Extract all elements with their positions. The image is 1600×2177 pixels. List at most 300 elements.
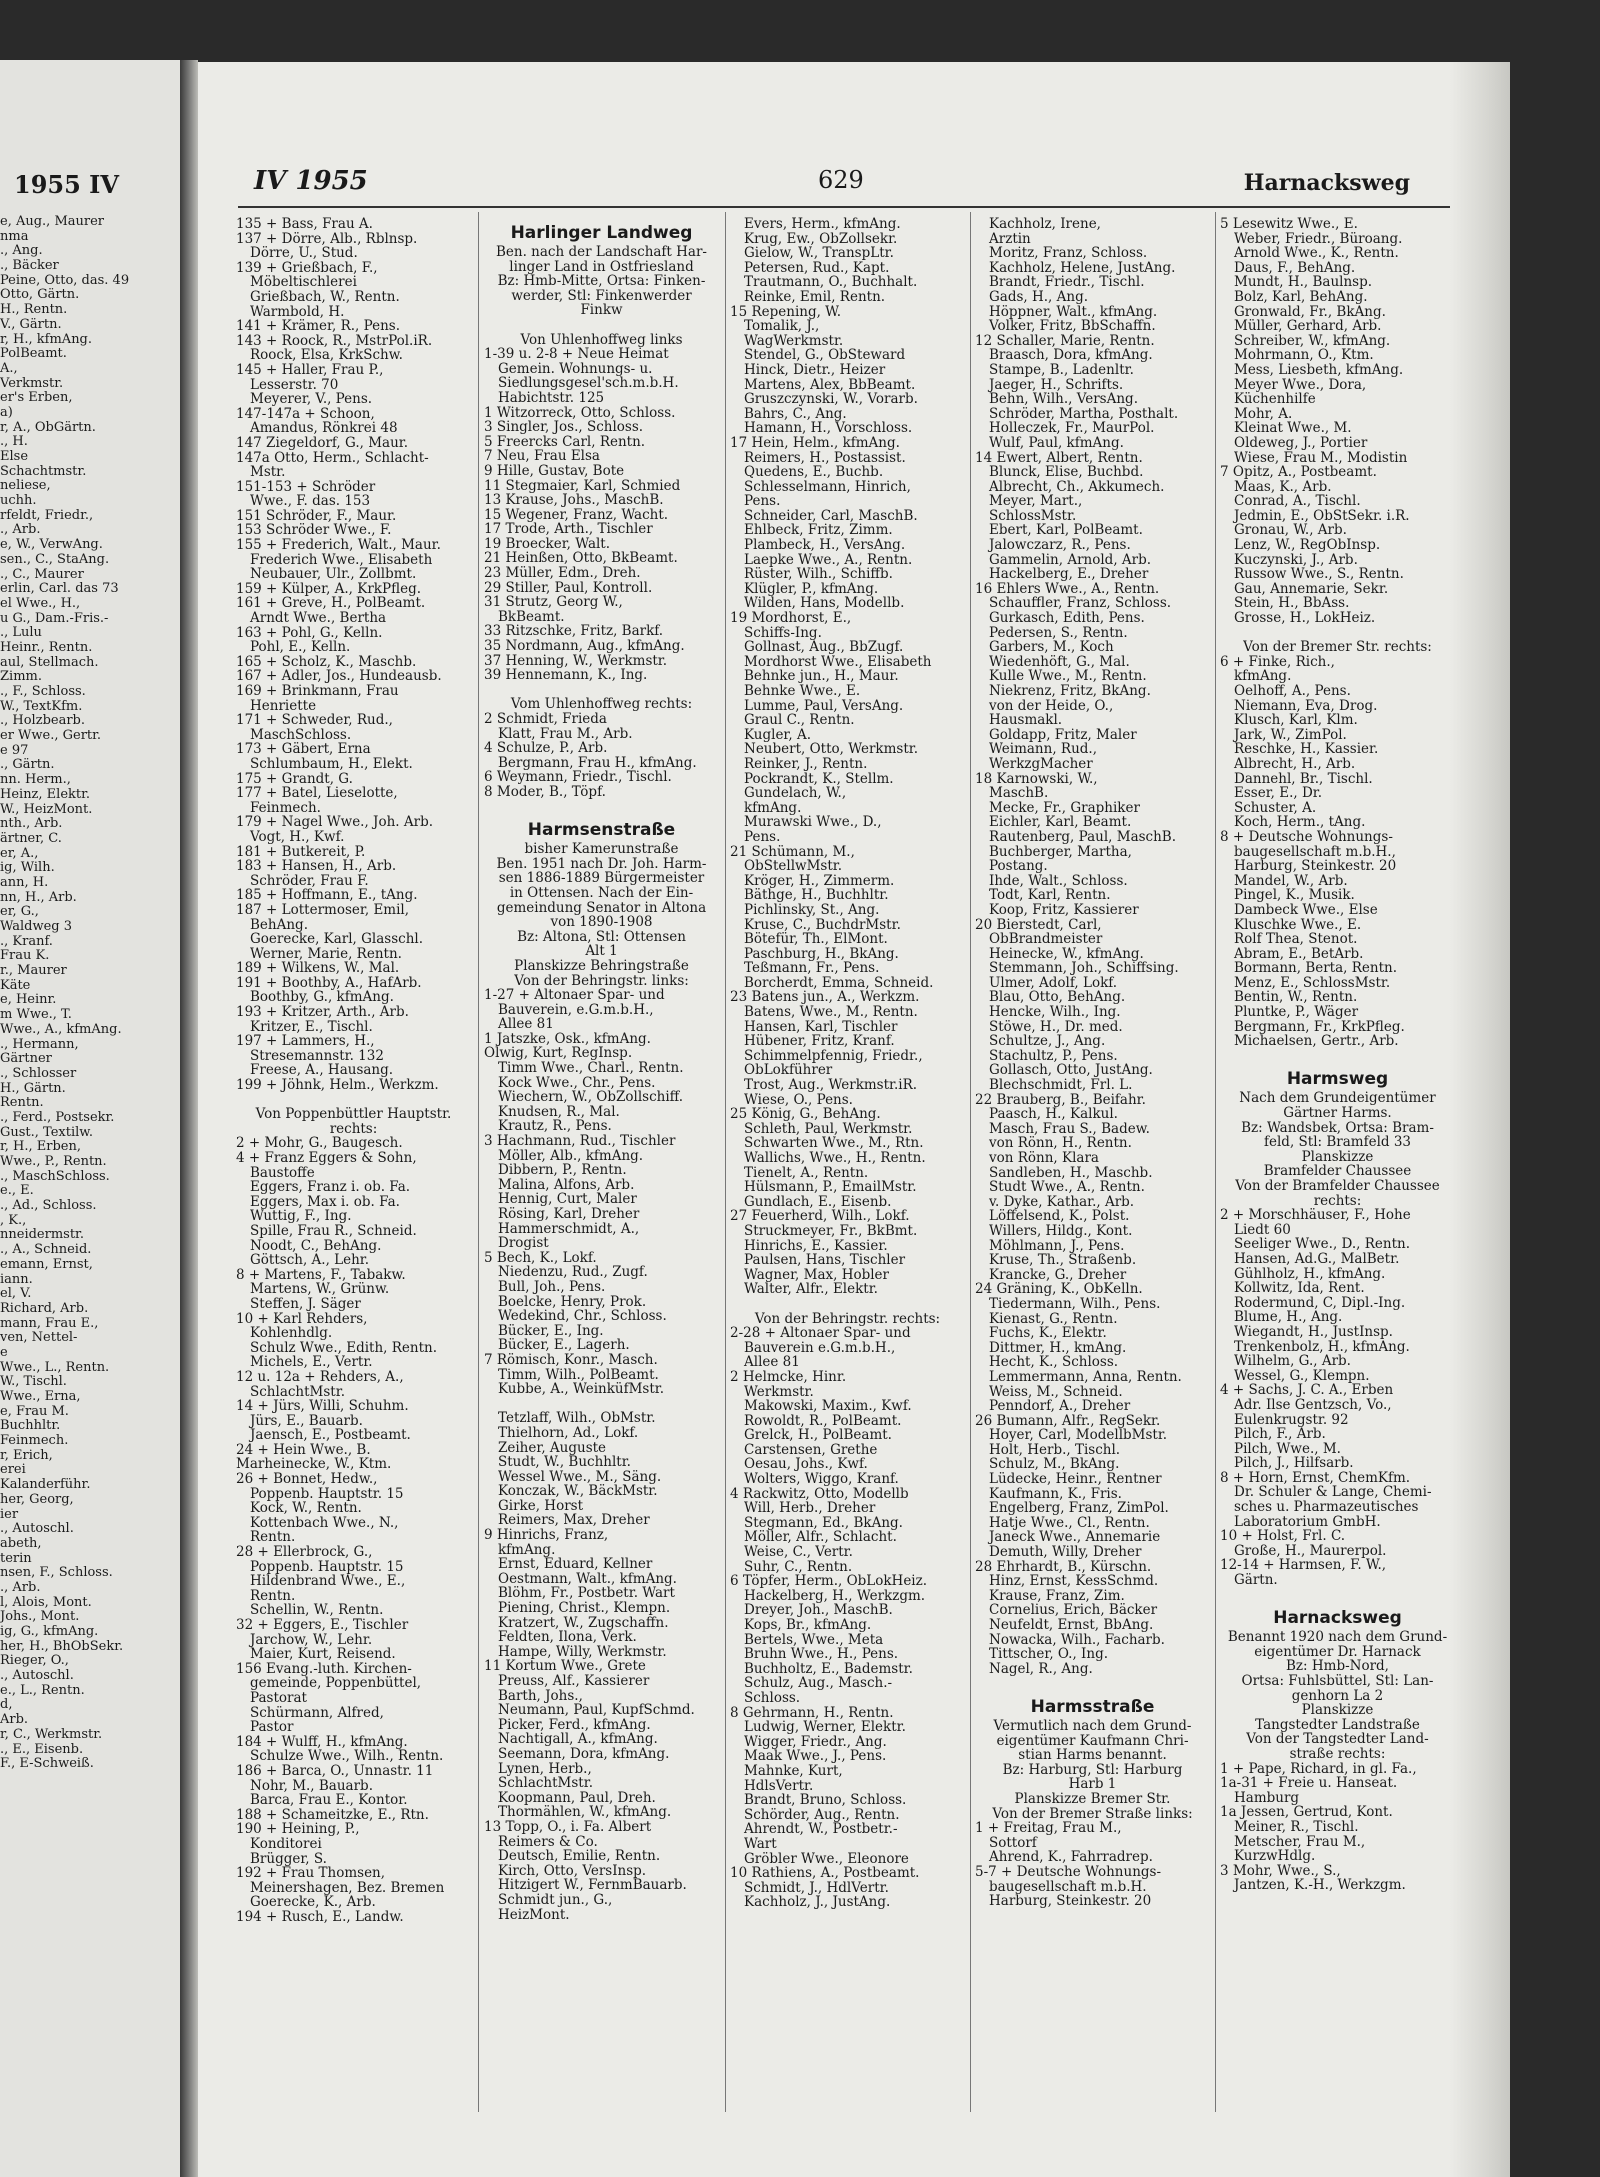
left-page-line: ann, H. [0, 875, 49, 890]
directory-entry: Krautz, R., Pens. [498, 1119, 612, 1135]
directory-entry: 199 + Jöhnk, Helm., Werkzm. [236, 1078, 439, 1093]
directory-entry: Rösing, Karl, Dreher [498, 1207, 640, 1222]
directory-entry: von der Heide, O., [989, 698, 1114, 714]
directory-entry: Kuczynski, J., Arb. [1234, 552, 1358, 568]
directory-entry: 7 Neu, Frau Elsa [484, 449, 600, 464]
directory-entry: Wilden, Hans, Modellb. [744, 596, 905, 612]
directory-entry: Michaelsen, Gertr., Arb. [1234, 1034, 1399, 1049]
street-heading: Harnacksweg [1273, 1608, 1402, 1629]
directory-entry: 188 + Schameitzke, E., Rtn. [236, 1807, 429, 1823]
directory-entry: Albrecht, H., Arb. [1234, 756, 1356, 772]
directory-entry: Schörder, Aug., Rentn. [744, 1807, 900, 1823]
directory-entry: Vogt, H., Kwf. [250, 829, 345, 845]
directory-entry: Boothby, G., kfmAng. [250, 990, 394, 1006]
directory-entry: 165 + Scholz, K., Maschb. [236, 654, 417, 670]
directory-entry: Schreiber, W., kfmAng. [1234, 333, 1391, 349]
directory-entry: Preuss, Alf., Kassierer [498, 1674, 650, 1689]
directory-entry: Weise, C., Vertr. [744, 1545, 853, 1560]
left-page-line: ., Ferd., Postsekr. [0, 1110, 115, 1125]
directory-entry: Feldten, Ilona, Verk. [498, 1630, 637, 1645]
left-page-line: her, Georg, [0, 1492, 74, 1507]
left-page-line: H., Rentn. [0, 303, 68, 318]
directory-entry: Hübener, Fritz, Kranf. [744, 1034, 895, 1049]
directory-entry: Gielow, W., TranspLtr. [744, 246, 894, 261]
directory-entry: Schauffler, Franz, Schloss. [989, 596, 1172, 612]
left-page-line: Wwe., L., Rentn. [0, 1360, 110, 1375]
directory-entry: Koopmann, Paul, Dreh. [498, 1790, 656, 1806]
column-divider [970, 212, 971, 2112]
directory-entry: Bruhn Wwe., H., Pens. [744, 1647, 899, 1662]
left-page-line: ., A., Schneid. [0, 1243, 92, 1258]
directory-entry: Mess, Liesbeth, kfmAng. [1234, 362, 1404, 378]
directory-entry: Hansen, Karl, Tischler [744, 1019, 898, 1035]
directory-entry [1220, 1588, 1455, 1603]
directory-entry: straße rechts: [1289, 1746, 1386, 1762]
directory-entry: 4 + Franz Eggers & Sohn, [236, 1151, 417, 1166]
directory-entry: 1 + Pape, Richard, in gl. Fa., [1220, 1761, 1417, 1777]
directory-entry: Frederich Wwe., Elisabeth [250, 552, 433, 568]
left-page-line: neliese, [0, 479, 51, 494]
left-page-line: r., Maurer [0, 964, 67, 979]
column-2 [484, 217, 719, 2117]
left-page-line: er's Erben, [0, 391, 73, 406]
directory-entry: Paasch, H., Kalkul. [989, 1107, 1118, 1122]
directory-entry: MaschSchloss. [250, 727, 352, 743]
directory-entry: 6 Töpfer, Herm., ObLokHeiz. [730, 1574, 928, 1589]
directory-entry: Bücker, E., Lagerh. [498, 1338, 630, 1353]
directory-entry: Mordhorst Wwe., Elisabeth [744, 654, 932, 670]
directory-entry: Pedersen, S., Rentn. [989, 625, 1128, 641]
directory-entry: Behnke jun., H., Maur. [744, 669, 899, 684]
directory-entry: Hatje Wwe., Cl., Rentn. [989, 1515, 1150, 1531]
directory-entry: Bertels, Wwe., Meta [744, 1632, 884, 1648]
column-4 [975, 217, 1210, 2117]
directory-entry: Planskizze [1301, 1149, 1374, 1165]
directory-entry: 1 + Freitag, Frau M., [975, 1821, 1122, 1836]
directory-entry: Bz: Altona, Stl: Ottensen [517, 929, 686, 945]
left-page-line: ., Autoschl. [0, 1522, 74, 1537]
left-page-line: H., Gärtn. [0, 1081, 66, 1096]
directory-entry: Ahrend, K., Fahrradrep. [989, 1850, 1153, 1865]
left-page-line: r, H., kfmAng. [0, 332, 93, 347]
directory-entry: von 1890-1908 [550, 915, 653, 930]
directory-entry: Weber, Friedr., Büroang. [1234, 231, 1403, 247]
directory-entry: Henriette [250, 698, 317, 714]
directory-entry: Niemann, Eva, Drog. [1234, 698, 1378, 714]
directory-entry: 191 + Boothby, A., HafArb. [236, 975, 422, 991]
directory-entry: 15 Wegener, Franz, Wacht. [484, 507, 669, 523]
left-page-line: her, H., BhObSekr. [0, 1639, 124, 1654]
directory-entry: eigentümer Dr. Harnack [1254, 1644, 1421, 1660]
directory-entry [236, 1093, 471, 1108]
left-page-line: nneidermstr. [0, 1228, 84, 1243]
directory-entry: Schulz, M., BkAng. [989, 1457, 1120, 1473]
left-page-line: el, V. [0, 1287, 32, 1302]
directory-entry: 189 + Wilkens, W., Mal. [236, 961, 400, 976]
left-page-line: e., E. [0, 1184, 34, 1199]
directory-entry: Rentn. [250, 1588, 296, 1604]
left-page-line: Zimm. [0, 670, 42, 685]
directory-entry: ObLokführer [744, 1063, 833, 1079]
directory-entry: Hammerschmidt, A., [498, 1221, 640, 1237]
directory-entry: Schröder, Frau F. [250, 873, 369, 889]
directory-entry: Schiffs-Ing. [744, 625, 822, 641]
directory-entry: Alt 1 [585, 944, 618, 959]
directory-entry: Amandus, Rönkrei 48 [250, 421, 398, 436]
left-page-line: ., Bäcker [0, 259, 59, 274]
directory-entry: Dittmer, H., kmAng. [989, 1340, 1127, 1356]
directory-entry: Will, Herb., Dreher [744, 1501, 876, 1516]
directory-entry: Daus, F., BehAng. [1234, 260, 1356, 276]
directory-entry: Vom Uhlenhoffweg rechts: [510, 697, 693, 712]
directory-entry: Borcherdt, Emma, Schneid. [744, 975, 934, 991]
directory-entry: 147-147a + Schoon, [236, 406, 375, 422]
directory-entry: werder, Stl: Finkenwerder [511, 288, 692, 304]
directory-entry: 1 Jatszke, Osk., kfmAng. [484, 1031, 651, 1047]
directory-entry: Weiss, M., Schneid. [989, 1384, 1123, 1400]
directory-entry: Bramfelder Chaussee [1263, 1164, 1412, 1179]
directory-entry: 21 Heinßen, Otto, BkBeamt. [484, 551, 678, 567]
directory-entry: Menz, E., SchlossMstr. [1234, 975, 1391, 991]
directory-entry: Tangstedter Landstraße [1255, 1717, 1420, 1733]
directory-entry: Hinrichs, E., Kassier. [744, 1238, 888, 1254]
directory-entry: Kugler, A. [744, 727, 812, 743]
left-page-line: nth., Arb. [0, 817, 63, 832]
directory-entry: 17 Trode, Arth., Tischler [484, 522, 653, 537]
directory-entry: Schmidt jun., G., [498, 1892, 613, 1908]
directory-entry: Deutsch, Emilie, Rentn. [498, 1849, 661, 1864]
column-divider [1215, 212, 1216, 2112]
directory-entry: Oesau, Johs., Kwf. [744, 1457, 868, 1473]
directory-entry: Bull, Joh., Pens. [498, 1279, 606, 1295]
directory-entry: Krause, Franz, Zim. [989, 1588, 1125, 1604]
directory-entry: Gärtn. [1234, 1573, 1278, 1588]
directory-entry: Russow Wwe., S., Rentn. [1234, 567, 1404, 582]
directory-entry: 19 Broecker, Walt. [484, 536, 611, 552]
directory-entry: 2 + Mohr, G., Baugesch. [236, 1136, 403, 1151]
left-page-line: e, Frau M. [0, 1404, 69, 1419]
directory-entry: 8 + Deutsche Wohnungs- [1220, 829, 1393, 845]
directory-entry: 1a-31 + Freie u. Hanseat. [1220, 1776, 1398, 1791]
directory-entry: 14 + Jürs, Willi, Schuhm. [236, 1399, 409, 1414]
directory-entry: Kohlenhdlg. [250, 1326, 333, 1341]
directory-entry: Vermutlich nach dem Grund- [993, 1718, 1192, 1734]
directory-entry [975, 1676, 1210, 1691]
directory-entry: 5 Lesewitz Wwe., E. [1220, 217, 1358, 232]
directory-entry: 23 Batens jun., A., Werkzm. [730, 990, 920, 1006]
directory-entry: Brandt, Bruno, Schloss. [744, 1793, 907, 1808]
left-page [0, 60, 180, 2177]
directory-entry [484, 318, 719, 333]
directory-entry: Harburg, Steinkestr. 20 [989, 1894, 1152, 1909]
directory-entry: Kulle Wwe., M., Rentn. [989, 669, 1147, 684]
left-page-line: Frau K. [0, 949, 50, 964]
page-header [198, 62, 1510, 212]
directory-entry: Konczak, W., BäckMstr. [498, 1484, 658, 1499]
directory-entry: Kollwitz, Ida, Rent. [1234, 1281, 1365, 1296]
directory-entry: Kachholz, Helene, JustAng. [989, 260, 1176, 276]
directory-entry: Blau, Otto, BehAng. [989, 990, 1126, 1006]
column-divider [478, 212, 479, 2112]
directory-entry: Kaufmann, K., Fris. [989, 1486, 1122, 1502]
left-page-line: nma [0, 229, 29, 244]
left-page-line: ., F., Schloss. [0, 685, 86, 699]
directory-entry: Siedlungsgesel'sch.m.b.H. [498, 376, 679, 391]
directory-entry: Bz: Hmb-Nord, [1286, 1659, 1389, 1674]
directory-entry: Schürmann, Alfred, [250, 1705, 384, 1721]
directory-entry: Hausmakl. [989, 713, 1063, 728]
left-page-line: ig, Wilh. [0, 861, 55, 876]
directory-entry: Stendel, G., ObSteward [744, 348, 906, 363]
directory-entry: 14 Ewert, Albert, Rentn. [975, 450, 1143, 466]
directory-entry: Graul C., Rentn. [744, 713, 855, 728]
left-page-line: ., Arb. [0, 523, 41, 538]
directory-entry: Reimers & Co. [498, 1834, 598, 1850]
directory-entry: Von der Bremer Str. rechts: [1243, 640, 1432, 655]
directory-entry: 19 Mordhorst, E., [730, 611, 852, 626]
directory-entry: 12 Schaller, Marie, Rentn. [975, 333, 1155, 349]
directory-entry: Neubauer, Ulr., Zollbmt. [250, 567, 417, 582]
directory-entry: Werkmstr. [744, 1384, 814, 1400]
directory-entry: Von Poppenbüttler Hauptstr. [255, 1107, 452, 1122]
directory-entry: Rautenberg, Paul, MaschB. [989, 829, 1177, 845]
directory-entry: von Rönn, H., Rentn. [989, 1136, 1132, 1151]
directory-entry: Hackelberg, E., Dreher [989, 567, 1149, 582]
left-page-line: e 97 [0, 743, 29, 758]
directory-entry: Carstensen, Grethe [744, 1442, 878, 1458]
street-heading: Harmsstraße [1030, 1696, 1155, 1717]
directory-entry: Koch, Herm., tAng. [1234, 815, 1366, 830]
directory-entry: 175 + Grandt, G. [236, 771, 353, 787]
directory-entry: 135 + Bass, Frau A. [236, 217, 373, 232]
directory-entry: Kirch, Otto, VersInsp. [498, 1863, 647, 1879]
directory-entry: 32 + Eggers, E., Tischler [236, 1618, 409, 1633]
directory-entry: 13 Krause, Johs., MaschB. [484, 493, 664, 508]
directory-entry: Weimann, Rud., [989, 742, 1097, 757]
directory-entry: 33 Ritzschke, Fritz, Barkf. [484, 624, 664, 640]
left-page-line: ., C., Maurer [0, 567, 84, 582]
directory-entry: Jarchow, W., Lehr. [250, 1632, 373, 1648]
directory-entry: Reinke, Emil, Rentn. [744, 289, 886, 305]
directory-entry: Neufeldt, Ernst, BbAng. [989, 1618, 1154, 1633]
directory-entry: Poppenb. Hauptstr. 15 [250, 1559, 404, 1575]
directory-entry: Hinck, Dietr., Heizer [744, 362, 886, 378]
left-page-line: e [0, 1345, 8, 1360]
directory-entry: von Rönn, Klara [989, 1151, 1099, 1166]
left-page-line: er, A., [0, 846, 39, 861]
directory-entry: Von der Behringstr. links: [514, 973, 689, 989]
directory-entry: kfmAng. [498, 1542, 556, 1558]
left-page-line: u G., Dam.-Fris.- [0, 611, 109, 626]
directory-entry: Planskizze [1301, 1703, 1374, 1718]
left-page-line: ., Holzbearb. [0, 714, 86, 729]
column-3 [730, 217, 965, 2117]
directory-entry: 185 + Hoffmann, E., tAng. [236, 888, 418, 903]
directory-entry: Ernst, Eduard, Kellner [498, 1557, 653, 1572]
directory-entry: Lenz, W., RegObInsp. [1234, 538, 1381, 553]
directory-entry: Hitzigert W., FernmBauarb. [498, 1878, 687, 1893]
directory-entry: Rüster, Wilh., Schiffb. [744, 567, 893, 582]
directory-entry: Olwig, Kurt, RegInsp. [484, 1046, 633, 1062]
left-page-line: r, A., ObGärtn. [0, 420, 96, 435]
directory-entry: Lüdecke, Heinr., Rentner [989, 1472, 1162, 1487]
directory-entry: Wiechern, W., ObZollschiff. [498, 1090, 684, 1105]
directory-entry: Quedens, E., Buchb. [744, 465, 884, 480]
directory-entry: Kluschke Wwe., E. [1234, 917, 1362, 933]
directory-entry: 24 + Hein Wwe., B. [236, 1442, 371, 1458]
directory-entry: Allee 81 [498, 1017, 554, 1032]
directory-entry: Arnold Wwe., K., Rentn. [1234, 246, 1399, 261]
left-page-line: rfeldt, Friedr., [0, 508, 94, 523]
directory-entry: 161 + Greve, H., PolBeamt. [236, 596, 426, 612]
directory-entry: Hennig, Curt, Maler [498, 1192, 637, 1207]
directory-entry: Von der Tangstedter Land- [1246, 1732, 1429, 1747]
directory-entry: 193 + Kritzer, Arth., Arb. [236, 1005, 409, 1020]
directory-entry: Behn, Wilh., VersAng. [989, 392, 1138, 407]
directory-entry: 20 Bierstedt, Carl, [975, 917, 1102, 933]
directory-entry: Kachholz, Irene, [989, 217, 1101, 232]
left-page-line: ., Lulu [0, 626, 42, 641]
directory-entry: 28 + Ellerbrock, G., [236, 1545, 373, 1560]
directory-entry: Wiese, O., Pens. [744, 1092, 853, 1108]
left-page-line: Wwe., Erna, [0, 1390, 81, 1404]
directory-entry: Schulze Wwe., Wilh., Rentn. [250, 1749, 444, 1764]
directory-entry: SchlossMstr. [989, 508, 1077, 524]
directory-entry: Schlumbaum, H., Elekt. [250, 756, 413, 772]
directory-entry: Planskizze Bremer Str. [1014, 1791, 1171, 1807]
directory-entry: Stachultz, P., Pens. [989, 1048, 1118, 1064]
directory-entry: 6 Weymann, Friedr., Tischl. [484, 770, 672, 785]
left-page-line: el Wwe., H., [0, 596, 81, 611]
left-page-line: V., Gärtn. [0, 317, 62, 332]
directory-entry: Buchholtz, E., Bademstr. [744, 1661, 913, 1677]
directory-entry: Hinz, Ernst, KessSchmd. [989, 1574, 1159, 1589]
directory-entry: Trautmann, O., Buchhalt. [744, 275, 918, 290]
directory-entry: 6 + Finke, Rich., [1220, 654, 1335, 670]
left-page-line: e, W., VerwAng. [0, 538, 103, 553]
directory-entry: baugesellschaft m.b.H. [989, 1879, 1147, 1895]
directory-entry: 147a Otto, Herm., Schlacht- [236, 450, 429, 466]
directory-entry: Hackelberg, H., Werkzgm. [744, 1588, 926, 1604]
directory-entry: 31 Strutz, Georg W., [484, 595, 623, 610]
directory-entry: Neubert, Otto, Werkmstr. [744, 742, 919, 757]
directory-entry: Barca, Frau E., Kontor. [250, 1793, 408, 1808]
directory-entry: Wulf, Paul, kfmAng. [989, 435, 1124, 451]
directory-entry: 153 Schröder Wwe., F. [236, 523, 392, 539]
directory-entry: Wolters, Wiggo, Kranf. [744, 1472, 899, 1487]
directory-entry: 9 Hinrichs, Franz, [484, 1528, 609, 1543]
directory-entry: Hülsmann, P., EmailMstr. [744, 1180, 917, 1195]
directory-entry: 183 + Hansen, H., Arb. [236, 859, 397, 874]
left-page-line: , K., [0, 1213, 27, 1228]
left-page-line: nn, H., Arb. [0, 890, 77, 905]
directory-entry: Gronau, W., Arb. [1234, 523, 1347, 539]
directory-entry: Von der Behringstr. rechts: [754, 1311, 941, 1327]
directory-entry: Nach dem Grundeigentümer [1239, 1091, 1436, 1107]
directory-entry: Dambeck Wwe., Else [1234, 902, 1378, 918]
directory-entry: SchlachtMstr. [250, 1384, 345, 1400]
directory-entry: Mundt, H., Baulnsp. [1234, 275, 1373, 290]
directory-entry: WagWerkmstr. [744, 333, 844, 349]
directory-entry: Bücker, E., Ing. [498, 1323, 604, 1339]
directory-entry: 8 + Horn, Ernst, ChemKfm. [1220, 1470, 1411, 1486]
directory-entry: Reimers, H., Postassist. [744, 450, 906, 466]
directory-entry: Bz: Hmb-Mitte, Ortsa: Finken- [497, 274, 706, 289]
directory-entry: Mohrmann, O., Ktm. [1234, 348, 1374, 363]
directory-entry: Barth, Johs., [498, 1688, 583, 1704]
directory-entry: 12-14 + Harmsen, F. W., [1220, 1558, 1387, 1574]
directory-entry: Heinecke, W., kfmAng. [989, 946, 1144, 962]
directory-entry: Gundelach, W., [744, 786, 847, 801]
left-page-line: ., Arb. [0, 1580, 41, 1595]
left-page-line: l, Alois, Mont. [0, 1595, 92, 1610]
directory-entry: Kock, W., Rentn. [250, 1501, 362, 1516]
directory-entry: gemeindung Senator in Altona [496, 900, 707, 916]
directory-entry: Kubbe, A., WeinküfMstr. [498, 1382, 665, 1397]
directory-entry: 2 + Morschhäuser, F., Hohe [1220, 1208, 1411, 1223]
directory-entry [1220, 1049, 1455, 1064]
directory-entry: Schlesselmann, Hinrich, [744, 479, 911, 495]
directory-entry: 27 Feuerherd, Wilh., Lokf. [730, 1209, 910, 1224]
directory-entry: Meyer Wwe., Dora, [1234, 377, 1367, 393]
directory-entry: Bauverein, e.G.m.b.H., [498, 1002, 654, 1018]
directory-entry: Petersen, Rud., Kapt. [744, 260, 890, 276]
directory-entry: Hencke, Wilh., Ing. [989, 1005, 1121, 1020]
directory-entry: Lemmermann, Anna, Rentn. [989, 1369, 1182, 1385]
directory-entry: baugesellschaft m.b.H., [1234, 844, 1396, 860]
directory-entry: Jaensch, E., Postbeamt. [250, 1428, 411, 1443]
directory-entry: eigentümer Kaufmann Chri- [996, 1733, 1189, 1749]
left-page-line: e, Aug., Maurer [0, 215, 104, 229]
directory-entry: 181 + Butkereit, P. [236, 844, 366, 860]
directory-entry: 147 Ziegeldorf, G., Maur. [236, 435, 409, 451]
directory-entry: 9 Hille, Gustav, Bote [484, 463, 625, 479]
directory-entry: Maak Wwe., J., Pens. [744, 1749, 887, 1764]
directory-entry: Mandel, W., Arb. [1234, 873, 1348, 889]
left-page-header: 1955 IV [14, 170, 119, 199]
directory-entry: Picker, Ferd., kfmAng. [498, 1717, 651, 1733]
directory-entry: Michels, E., Vertr. [250, 1355, 373, 1370]
directory-entry: Albrecht, Ch., Akkumech. [989, 479, 1165, 495]
directory-entry: Blunck, Elise, Buchbd. [989, 465, 1144, 480]
directory-entry: Ludwig, Werner, Elektr. [744, 1720, 906, 1735]
directory-entry: Spille, Frau R., Schneid. [250, 1223, 417, 1239]
left-page-line: Else [0, 450, 29, 464]
directory-entry: Große, H., Maurerpol. [1234, 1543, 1387, 1559]
directory-entry: Bz: Harburg, Stl: Harburg [1002, 1762, 1183, 1778]
directory-entry: Gau, Annemarie, Sekr. [1234, 581, 1389, 597]
directory-entry: 2 Schmidt, Frieda [484, 712, 607, 727]
directory-entry: Garbers, M., Koch [989, 640, 1114, 655]
directory-entry: Bahrs, C., Ang. [744, 406, 847, 422]
directory-entry: HeizMont. [498, 1907, 570, 1923]
directory-entry: 2-28 + Altonaer Spar- und [730, 1326, 911, 1341]
directory-entry: 22 Brauberg, B., Beifahr. [975, 1092, 1146, 1108]
left-page-line: Otto, Gärtn. [0, 288, 80, 303]
directory-entry: Wallichs, Wwe., H., Rentn. [744, 1151, 926, 1166]
directory-entry: Thormählen, W., kfmAng. [498, 1805, 672, 1820]
left-page-line: F., E-Schweiß. [0, 1757, 94, 1772]
left-page-line: sen., C., StaAng. [0, 552, 110, 567]
directory-entry: Murawski Wwe., D., [744, 815, 882, 830]
directory-entry: Rentn. [250, 1530, 296, 1546]
directory-entry: gemeinde, Poppenbüttel, [250, 1676, 422, 1691]
directory-entry: Kottenbach Wwe., N., [250, 1515, 399, 1531]
directory-entry: Eggers, Franz i. ob. Fa. [250, 1180, 411, 1195]
directory-entry: Jedmin, E., ObStSekr. i.R. [1234, 508, 1410, 524]
left-page-line: aul, Stellmach. [0, 655, 99, 670]
directory-entry: Pilch, F., Arb. [1234, 1427, 1326, 1442]
